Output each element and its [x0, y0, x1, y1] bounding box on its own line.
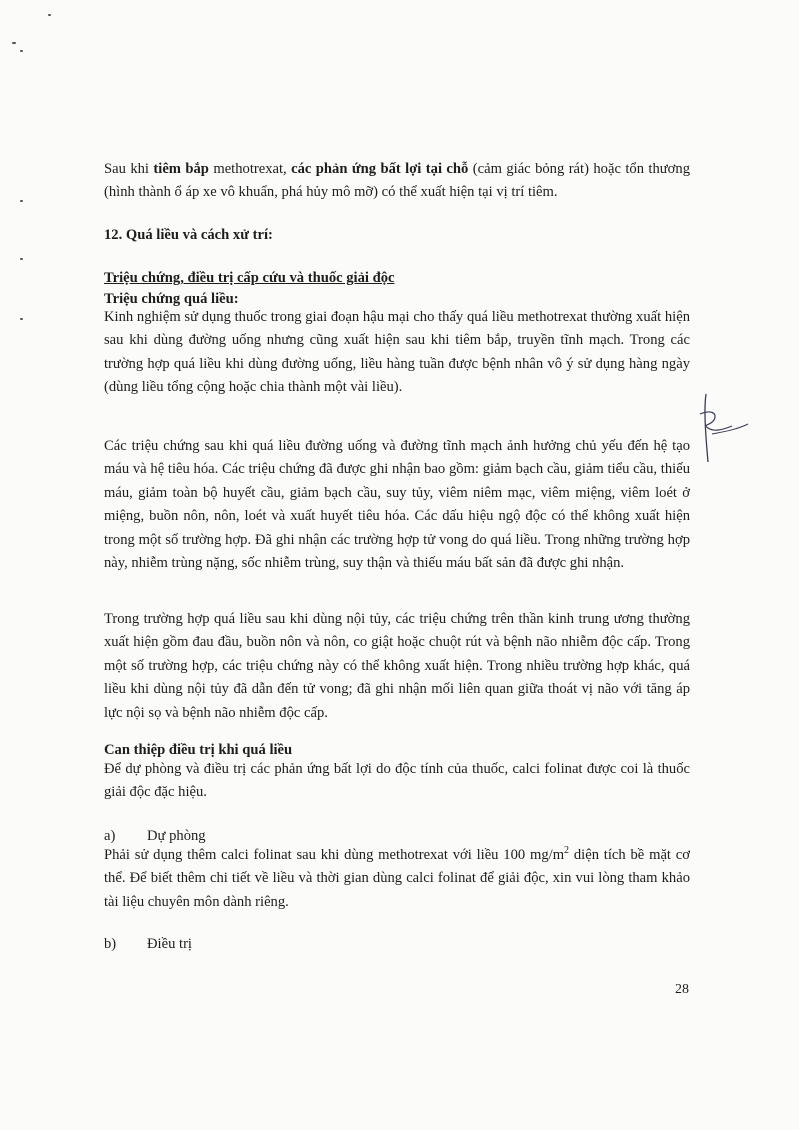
paragraph-intrathecal: Trong trường hợp quá liều sau khi dùng nội tủy, các triệu chứng trên thần kinh trung ương thường xuất hiện gồm đau đầu, buồn nôn và nôn, co giật hoặc chuột rút và bệnh não nhiễm độc cấp. Trong một số trường hợp, các triệu chứng này có thể không xuất hiện. Trong nhiều trường hợp khác, quá liều khi dùng nội tủy đã dẫn đến tử vong; đã ghi nhận mối liên quan giữa thoát vị não với tăng áp lực nội sọ và bệnh não nhiễm độc cấp.: [104, 611, 690, 721]
scan-speck: [20, 200, 23, 202]
item-a-title: Dự phòng: [147, 828, 206, 844]
scan-speck: [20, 318, 23, 320]
subheading-overdose-symptoms: Triệu chứng quá liều:: [104, 291, 239, 307]
intro-paragraph: Sau khi tiêm bắp methotrexat, các phản ứng bất lợi tại chỗ (cảm giác bỏng rát) hoặc tổn thương (hình thành ổ áp xe vô khuẩn, phá hủy mô mỡ) có thể xuất hiện tại vị trí tiêm.: [104, 161, 690, 201]
item-b-label: b): [104, 936, 117, 952]
handwritten-initials: [692, 388, 752, 468]
page-number: 28: [675, 982, 689, 997]
scan-speck: [20, 50, 23, 52]
paragraph-post-marketing: Kinh nghiệm sử dụng thuốc trong giai đoạn hậu mại cho thấy quá liều methotrexat thường xuất hiện sau khi dùng đường uống nhưng cũng xuất hiện sau khi tiêm bắp, truyền tĩnh mạch. Trong các trường hợp quá liều khi dùng đường uống, liều hàng tuần được bệnh nhân vô ý sử dụng hàng ngày (dùng liều tổng cộng hoặc chia thành một vài liều).: [104, 309, 690, 396]
scan-speck: [12, 42, 16, 44]
section-heading: 12. Quá liều và cách xử trí:: [104, 227, 273, 243]
intro-bold-phrase: các phản ứng bất lợi tại chỗ: [291, 161, 469, 177]
subheading-symptoms-treatment: Triệu chứng, điều trị cấp cứu và thuốc giải độc: [104, 270, 395, 286]
scan-speck: [48, 14, 51, 16]
intro-bold-term: tiêm bắp: [153, 161, 209, 177]
item-a-label: a): [104, 828, 116, 844]
paragraph-prevention: Phải sử dụng thêm calci folinat sau khi dùng methotrexat với liều 100 $mg/m^2$ diện tích bề mặt cơ thể. Để biết thêm chi tiết về liều và thời gian dùng calci folinat để giải độc, xin vui lòng tham khảo tài liệu chuyên môn dành riêng.: [104, 845, 690, 910]
paragraph-symptoms: Các triệu chứng sau khi quá liều đường uống và đường tĩnh mạch ảnh hưởng chủ yếu đến hệ tạo máu và hệ tiêu hóa. Các triệu chứng đã được ghi nhận bao gồm: giảm bạch cầu, giảm tiểu cầu, thiếu máu, giảm toàn bộ huyết cầu, giảm bạch cầu, suy tủy, viêm niêm mạc, viêm miệng, viêm loét ở miệng, buồn nôn, nôn, loét và xuất huyết tiêu hóa. Các dấu hiệu ngộ độc có thể không xuất hiện trong một số trường hợp. Đã ghi nhận các trường hợp tử vong do quá liều. Trong những trường hợp này, nhiễm trùng nặng, sốc nhiễm trùng, suy thận và thiếu máu bất sản đã được ghi nhận.: [104, 438, 690, 572]
scan-speck: [20, 258, 23, 260]
subheading-treatment: Can thiệp điều trị khi quá liều: [104, 742, 293, 758]
item-b-title: Điều trị: [147, 936, 192, 952]
paragraph-antidote: Để dự phòng và điều trị các phản ứng bất lợi do độc tính của thuốc, calci folinat được coi là thuốc giải độc đặc hiệu.: [104, 761, 690, 801]
